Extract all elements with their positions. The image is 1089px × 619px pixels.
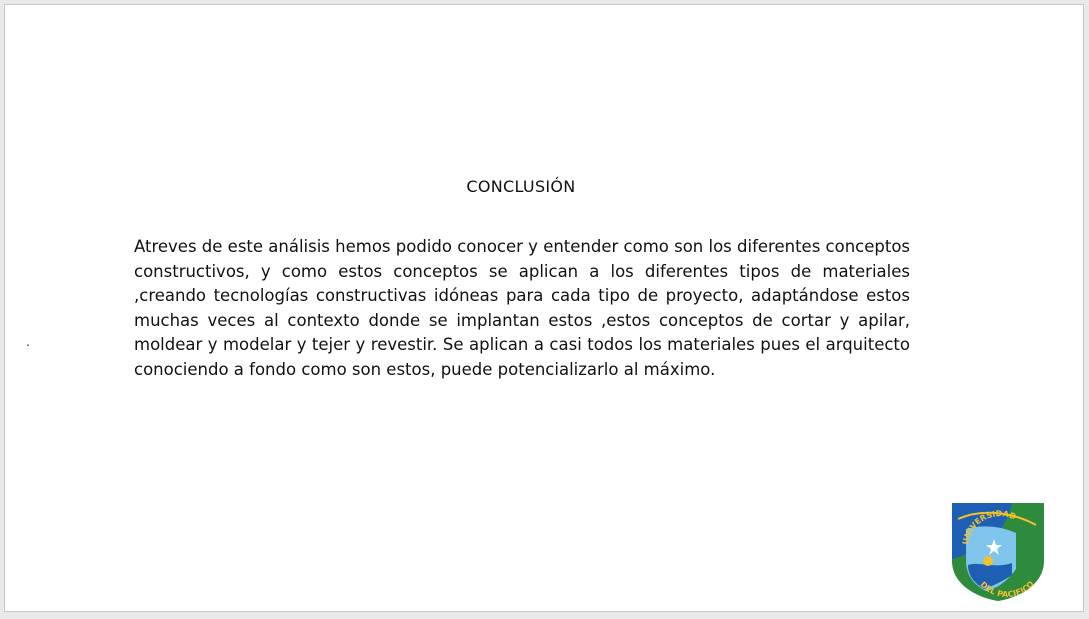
logo-text-bottom: DEL PACIFICO [978, 579, 1036, 600]
logo-text-top: UNIVERSIDAD [960, 509, 1018, 546]
sun-icon [983, 556, 993, 566]
document-page [4, 4, 1084, 612]
conclusion-paragraph: Atreves de este análisis hemos podido conocer y entender como son los diferentes conceptos constructivos, y como estos conceptos se aplican a los diferentes tipos de materiales ,creando tecnologías constructivas idóneas para cada tipo de proyecto, adaptándose estos muchas veces al contexto donde se implantan estos ,estos conceptos de cortar y apilar, moldear y modelar y tejer y revestir. Se aplican a casi todos los materiales pues el arquitecto conociendo a fondo como son estos, puede potencializarlo al máximo. [134, 237, 911, 379]
page-title: CONCLUSIÓN [466, 177, 576, 196]
university-logo [950, 499, 1046, 601]
stray-mark: . [26, 335, 30, 349]
